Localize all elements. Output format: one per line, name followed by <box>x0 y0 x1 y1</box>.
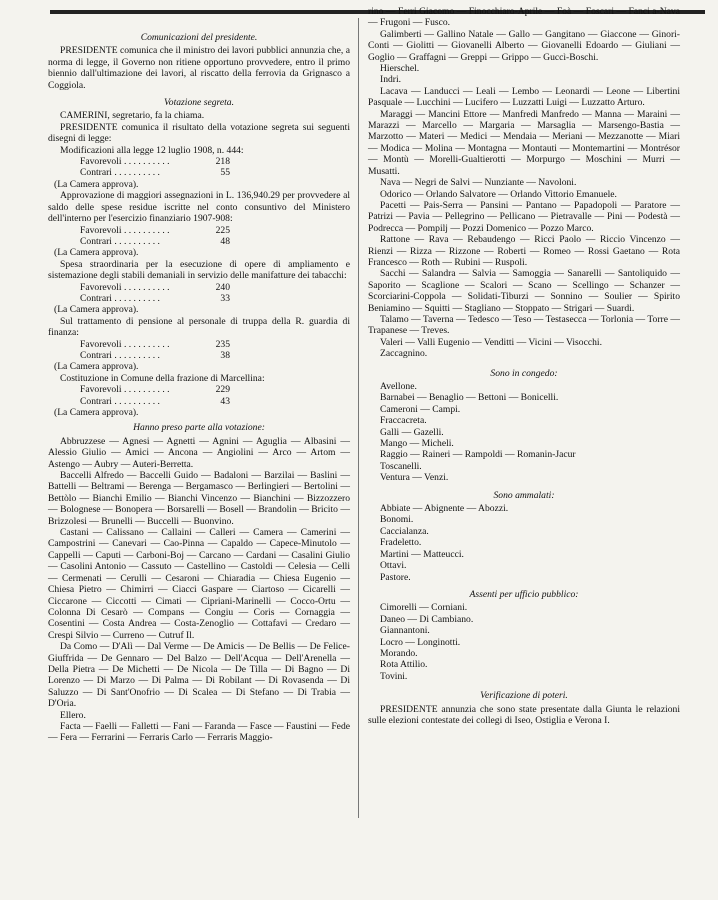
favorevoli-label: Favorevoli . . . . . . . . . . <box>80 156 170 168</box>
bill-outcome: (La Camera approva). <box>54 247 139 259</box>
congedo-item: Fraccacreta. <box>380 415 427 427</box>
contrari-label: Contrari . . . . . . . . . . <box>80 349 160 361</box>
favorevoli-row <box>48 156 350 167</box>
heading-votazione: Votazione segreta. <box>164 97 234 109</box>
heading-comunicazioni: Comunicazioni del presidente. <box>140 32 258 43</box>
names-m: Maraggi — Mancini Ettore — Manfredi Manfredo — Manna — Maraini — Marazzi — Marcello — Margaria — Marsaglia — Marsengo-Bastia — Marzotto — Materi — Medici — Mendaia — Meriani — Mezzanotte — Miari — Modica — Molina — Montagna — Montauti — Montemartini — Montrésor — Montù — Morelli-Gualtierotti — Morpurgo — Moschini — Murri — Musatti. <box>368 108 680 177</box>
bill-outcome: (La Camera approva). <box>54 407 139 418</box>
ammalati-item: Fradeletto. <box>380 537 422 549</box>
congedo-item: Toscanelli. <box>380 460 422 472</box>
column-divider <box>358 18 359 818</box>
favorevoli-label: Favorevoli . . . . . . . . . . <box>80 224 170 236</box>
bill-title: Spesa straordinaria per la esecuzione di opere di ampliamento e sistemazione degli stabili demaniali in servizio delle manifatture dei tabacchi: <box>48 258 350 282</box>
paragraph-verifica: PRESIDENTE annunzia che sono state presentate dalla Giunta le relazioni sulle elezioni contestate dei collegi di Iseo, Ostiglia e Verona I. <box>368 703 680 726</box>
names-l: Lacava — Landucci — Leali — Lembo — Leonardi — Leone — Libertini Pasquale — Lucchini — Lucifero — Luzzatti Luigi — Luzzatto Arturo. <box>368 85 680 109</box>
congedo-item: Barnabei — Benaglio — Bettoni — Bonicelli. <box>380 392 559 404</box>
names-t: Talamo — Taverna — Tedesco — Teso — Testasecca — Torlonia — Torre — Trapanese — Treves. <box>368 313 680 337</box>
names-p: Pacetti — Pais-Serra — Pansini — Pantano — Papadopoli — Paratore — Patrizi — Pavia — Pellegrino — Pellicano — Pietravalle — Pini — Podestà — Podrecca — Pompilj — Pozzi Domenico — Pozzo Marco. <box>368 199 680 234</box>
heading-assenti: Assenti per ufficio pubblico: <box>469 588 579 600</box>
ammalati-item: Pastore. <box>380 571 411 583</box>
favorevoli-label: Favorevoli . . . . . . . . . . <box>80 338 170 350</box>
heading-ammalati: Sono ammalati: <box>493 489 555 501</box>
assenti-item: Morando. <box>380 647 418 659</box>
names-d: Da Como — D'Alì — Dal Verme — De Amicis — De Bellis — De Felice-Giuffrida — De Gennaro — Del Balzo — Dell'Acqua — Dell'Arenella — Della Pietra — De Michetti — De Nicola — De Tilla — Di Bagno — Di Lorenzo — Di Marzo — Di Palma — Di Robilant — Di Rovasenda — Di Saluzzo — Di Sant'Onofrio — Di Scalea — Di Stefano — Di Trabia — D'Oria. <box>48 641 350 710</box>
contrari-label: Contrari . . . . . . . . . . <box>80 235 160 247</box>
favorevoli-label: Favorevoli . . . . . . . . . . <box>80 281 170 293</box>
congedo-item: Raggio — Raineri — Rampoldi — Romanin-Jacur <box>380 449 576 461</box>
contrari-label: Contrari . . . . . . . . . . <box>80 167 160 179</box>
bill-0 <box>48 145 350 191</box>
favorevoli-row <box>48 384 350 395</box>
favorevoli-row <box>48 225 350 236</box>
right-column <box>368 6 680 726</box>
names-f-cont: rino — Ferri Giacomo — Finocchiaro-Aprile — Foà — Foscari — Fanci a-Nava — Frugoni — Fusco. <box>368 6 680 29</box>
favorevoli-value: 240 <box>215 281 230 293</box>
contrari-label: Contrari . . . . . . . . . . <box>80 292 160 304</box>
assenti-item: Daneo — Di Cambiano. <box>380 613 474 625</box>
assenti-item: Locro — Longinotti. <box>380 636 461 648</box>
names-c: Castani — Calissano — Callaini — Calleri — Camera — Camerini — Campostrini — Canevari — Cao-Pinna — Capaldo — Capece-Minutolo — Cappelli — Caputi — Carboni-Boj — Carcano — Cardani — Casalini Giulio — Casolini Antonio — Cassuto — Castellino — Castoldi — Celesia — Celli — Cermenati — Cerulli — Cesaroni — Chiaradia — Chiesa Eugenio — Chiesa Pietro — Chimirri — Ciacci Gaspare — Ciartoso — Cicarelli — Ciccarone — Ciccotti — Cimati — Cipriani-Marinelli — Cocco-Ortu — Colonna Di Cesarò — Compans — Congiu — Coris — Cornaggia — Cosentini — Costa Andrea — Costa-Zenoglio — Cottafavi — Credaro — Crespi Silvio — Curreno — Cutruf Il. <box>48 527 350 641</box>
favorevoli-value: 229 <box>215 384 230 396</box>
congedo-item: Ventura — Venzi. <box>380 472 449 484</box>
congedo-item: Cameroni — Campi. <box>380 403 461 415</box>
contrari-value: 43 <box>220 395 230 407</box>
names-r: Rattone — Rava — Rebaudengo — Ricci Paolo — Riccio Vincenzo — Rienzi — Rizza — Rizzone — Roberti — Romeo — Rossi Gaetano — Rota Francesco — Roth — Rubini — Ruspoli. <box>368 234 680 268</box>
left-column <box>48 30 350 744</box>
contrari-value: 33 <box>220 292 230 304</box>
paragraph-chiama: CAMERINI, segretario, fa la chiama. <box>60 110 205 122</box>
favorevoli-row <box>48 282 350 293</box>
bill-4 <box>48 373 350 419</box>
bill-title: Approvazione di maggiori assegnazioni in L. 136,940.29 per provvedere al saldo delle spese residue iscritte nel conto consuntivo del Ministero dell'interno per l'esercizio finanziario 1907-908: <box>48 190 350 225</box>
assenti-item: Rota Attilio. <box>380 659 428 671</box>
names-g: Galimberti — Gallino Natale — Gallo — Gangitano — Giaccone — Ginori-Conti — Giolitti — Giovanelli Alberto — Giovanelli Edoardo — Giuliani — Goglio — Graffagni — Greppi — Grippo — Guccì-Boschi. <box>368 28 680 63</box>
assenti-item: Cimorelli — Corniani. <box>380 602 468 614</box>
contrari-row <box>48 350 350 361</box>
bill-outcome: (La Camera approva). <box>54 178 139 190</box>
names-h: Hierschel. <box>380 63 420 75</box>
ammalati-item: Abbiate — Abignente — Abozzi. <box>380 503 509 515</box>
contrari-value: 55 <box>220 167 230 179</box>
heading-parte: Hanno preso parte alla votazione: <box>133 422 265 434</box>
congedo-item: Galli — Gazelli. <box>380 426 444 438</box>
bill-1 <box>48 190 350 258</box>
names-s: Sacchi — Salandra — Salvia — Samoggia — Sanarelli — Santoliquido — Saporito — Scaglione — Scalori — Scano — Scellingo — Schanzer — Scorciarini-Coppola — Solidati-Tiburzi — Sonnino — Soulier — Spirito Beniamino — Squitti — Stagliano — Stoppato — Strigari — Suardi. <box>368 268 680 314</box>
names-e: Ellero. <box>60 709 86 721</box>
ammalati-item: Ottavi. <box>380 560 407 572</box>
bill-3 <box>48 316 350 373</box>
contrari-row <box>48 167 350 178</box>
favorevoli-row <box>48 339 350 350</box>
names-i: Indri. <box>380 74 402 86</box>
contrari-value: 38 <box>220 349 230 361</box>
bill-outcome: (La Camera approva). <box>54 304 139 316</box>
heading-congedo: Sono in congedo: <box>490 367 558 379</box>
names-o: Odorico — Orlando Salvatore — Orlando Vittorio Emanuele. <box>380 188 617 200</box>
bill-title: Sul trattamento di pensione al personale di truppa della R. guardia di finanza: <box>48 315 350 339</box>
assenti-item: Giannantoni. <box>380 625 430 637</box>
ammalati-item: Caccialanza. <box>380 525 429 537</box>
names-v: Valeri — Valli Eugenio — Venditti — Vicini — Visocchi. <box>380 336 602 348</box>
contrari-label: Contrari . . . . . . . . . . <box>80 395 160 407</box>
favorevoli-value: 235 <box>215 338 230 350</box>
names-b: Baccelli Alfredo — Baccelli Guido — Badaloni — Barzilai — Baslini — Battelli — Beltrami — Berenga — Bergamasco — Berlingieri — Bertolini — Bettòlo — Bianchi Emilio — Bianchi Vincenzo — Bianchini — Bizzozzero — Bolognese — Bonopera — Borsarelli — Bosell — Brandolin — Bricito — Brizzolesi — Brunelli — Buccelli — Buonvino. <box>48 470 350 527</box>
favorevoli-value: 218 <box>215 156 230 168</box>
congedo-item: Mango — Micheli. <box>380 438 454 450</box>
contrari-row <box>48 396 350 407</box>
names-z: Zaccagnino. <box>380 348 428 360</box>
ammalati-item: Martini — Matteucci. <box>380 548 464 560</box>
bill-title: Modificazioni alla legge 12 luglio 1908, n. 444: <box>60 144 244 156</box>
names-f: Facta — Faelli — Falletti — Fani — Faranda — Fasce — Faustini — Fede — Fera — Ferrarini — Ferraris Carlo — Ferraris Maggio- <box>48 720 350 744</box>
bill-title: Costituzione in Comune della frazione di Marcellina: <box>60 372 265 384</box>
assenti-item: Tovini. <box>380 670 408 682</box>
favorevoli-label: Favorevoli . . . . . . . . . . <box>80 384 170 396</box>
ammalati-item: Bonomi. <box>380 514 414 526</box>
names-n: Nava — Negri de Salvi — Nunziante — Navoloni. <box>380 177 577 189</box>
contrari-value: 48 <box>220 235 230 247</box>
bill-2 <box>48 259 350 316</box>
contrari-row <box>48 236 350 247</box>
congedo-item: Avellone. <box>380 381 417 392</box>
heading-verifica: Verificazione di poteri. <box>480 690 568 702</box>
paragraph-risultato: PRESIDENTE comunica il risultato della votazione segreta sui seguenti disegni di legge: <box>48 121 350 145</box>
favorevoli-value: 225 <box>215 224 230 236</box>
names-a: Abbruzzese — Agnesi — Agnetti — Agnini — Aguglia — Albasini — Alessio Giulio — Amici — Ancona — Angiolini — Arco — Artom — Astengo — Aubry — Auteri-Berretta. <box>48 435 350 470</box>
contrari-row <box>48 293 350 304</box>
bill-outcome: (La Camera approva). <box>54 361 139 373</box>
paragraph-comunicazioni: PRESIDENTE comunica che il ministro dei lavori pubblici annunzia che, a norma di legge, il Governo non ritiene opportuno provvedere, entro il primo biennio dall'ultimazione dei lavori, al riscatto della ferrovia da Grignasco a Coggiola. <box>48 45 350 91</box>
